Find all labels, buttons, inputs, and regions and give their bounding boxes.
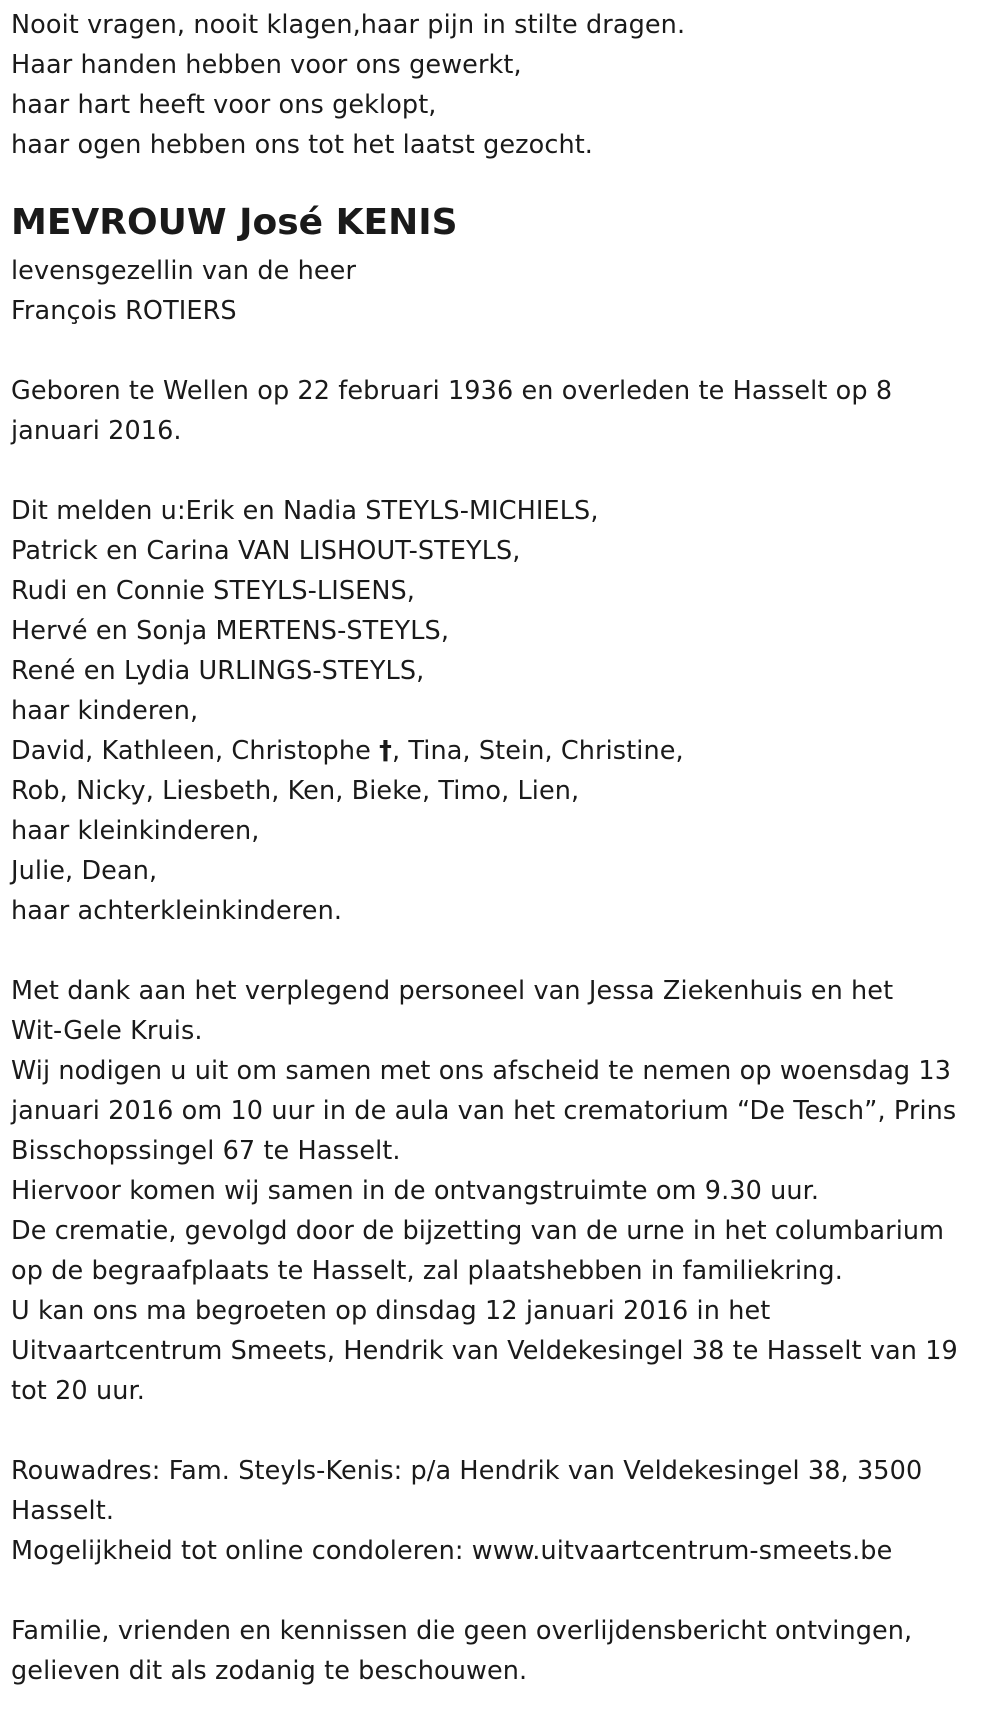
spacer <box>11 451 1000 491</box>
details-line: tot 20 uur. <box>11 1376 145 1406</box>
family-line: haar kleinkinderen, <box>11 816 260 846</box>
cross-icon: † <box>379 736 392 766</box>
contact-block <box>11 1451 1000 1571</box>
poem-line: Nooit vragen, nooit klagen,haar pijn in stilte dragen. <box>11 10 686 40</box>
spacer <box>11 1411 1000 1451</box>
poem-block <box>11 0 1000 165</box>
details-line: Hiervoor komen wij samen in de ontvangstruimte om 9.30 uur. <box>11 1176 820 1206</box>
family-line: Dit melden u:Erik en Nadia STEYLS-MICHIELS, <box>11 496 599 526</box>
details-line: Bisschopssingel 67 te Hasselt. <box>11 1136 401 1166</box>
family-line: René en Lydia URLINGS-STEYLS, <box>11 656 425 686</box>
details-line: januari 2016 om 10 uur in de aula van het crematorium “De Tesch”, Prins <box>11 1096 957 1126</box>
spacer <box>11 931 1000 971</box>
details-line: Met dank aan het verplegend personeel van Jessa Ziekenhuis en het <box>11 976 894 1006</box>
details-line: Wit-Gele Kruis. <box>11 1016 203 1046</box>
family-line: Julie, Dean, <box>11 856 158 886</box>
spacer <box>11 1571 1000 1611</box>
condolence-url: www.uitvaartcentrum-smeets.be <box>471 1536 893 1566</box>
grandchildren-names-start: David, Kathleen, Christophe <box>11 736 380 766</box>
partner-line: levensgezellin van de heer <box>11 256 357 286</box>
details-block <box>11 971 1000 1411</box>
family-line: Rob, Nicky, Liesbeth, Ken, Bieke, Timo, Lien, <box>11 776 580 806</box>
family-block <box>11 491 1000 931</box>
partner-block <box>11 251 1000 331</box>
poem-line: haar hart heeft voor ons geklopt, <box>11 90 437 120</box>
family-line: Hervé en Sonja MERTENS-STEYLS, <box>11 616 450 646</box>
birth-death-line: januari 2016. <box>11 416 182 446</box>
mourning-address-line: Rouwadres: Fam. Steyls-Kenis: p/a Hendrik van Veldekesingel 38, 3500 <box>11 1456 923 1486</box>
closing-line: Familie, vrienden en kennissen die geen overlijdensbericht ontvingen, <box>11 1616 913 1646</box>
details-line: op de begraafplaats te Hasselt, zal plaatshebben in familiekring. <box>11 1256 843 1286</box>
family-line: Rudi en Connie STEYLS-LISENS, <box>11 576 416 606</box>
closing-line: gelieven dit als zodanig te beschouwen. <box>11 1656 528 1686</box>
family-line: haar kinderen, <box>11 696 199 726</box>
birth-death-line: Geboren te Wellen op 22 februari 1936 en overleden te Hasselt op 8 <box>11 376 893 406</box>
spacer <box>11 331 1000 371</box>
condolence-label: Mogelijkheid tot online condoleren: <box>11 1536 472 1566</box>
mourning-address-line: Hasselt. <box>11 1496 115 1526</box>
birth-death-block <box>11 371 1000 451</box>
poem-line: haar ogen hebben ons tot het laatst gezocht. <box>11 130 594 160</box>
details-line: U kan ons ma begroeten op dinsdag 12 januari 2016 in het <box>11 1296 771 1326</box>
condolence-line <box>11 1531 1000 1571</box>
details-line: Wij nodigen u uit om samen met ons afscheid te nemen op woensdag 13 <box>11 1056 952 1086</box>
closing-block <box>11 1611 1000 1691</box>
deceased-name-heading: MEVROUW José KENIS <box>11 202 458 243</box>
family-line-with-cross <box>11 731 1000 771</box>
details-line: Uitvaartcentrum Smeets, Hendrik van Veldekesingel 38 te Hasselt van 19 <box>11 1336 958 1366</box>
grandchildren-names-end: , Tina, Stein, Christine, <box>391 736 684 766</box>
poem-line: Haar handen hebben voor ons gewerkt, <box>11 50 522 80</box>
partner-line: François ROTIERS <box>11 296 237 326</box>
family-line: Patrick en Carina VAN LISHOUT-STEYLS, <box>11 536 521 566</box>
details-line: De crematie, gevolgd door de bijzetting van de urne in het columbarium <box>11 1216 945 1246</box>
family-line: haar achterkleinkinderen. <box>11 896 343 926</box>
